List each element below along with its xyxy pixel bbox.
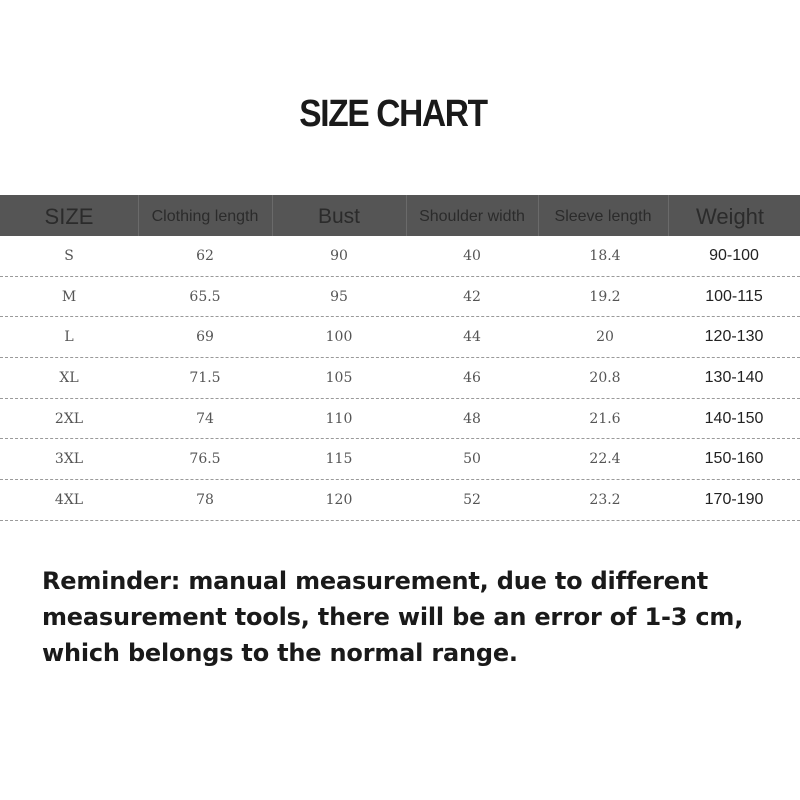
column-header-shoulder-width: Shoulder width (419, 208, 525, 225)
reminder-line: which belongs to the normal range. (42, 639, 518, 667)
clothing-length-cell: 62 (196, 248, 214, 264)
weight-cell: 100-115 (705, 287, 763, 305)
size-chart-table (0, 195, 800, 521)
sleeve-length-cell: 22.4 (589, 451, 621, 468)
header-divider (406, 195, 407, 236)
bust-cell: 95 (330, 288, 348, 305)
shoulder-width-cell: 46 (463, 370, 481, 387)
sleeve-length-cell: 23.2 (589, 492, 621, 509)
table-row (0, 277, 800, 318)
weight-cell: 170-190 (704, 491, 764, 509)
table-row (0, 358, 800, 399)
weight-cell: 140-150 (704, 409, 764, 427)
table-header-row (0, 195, 800, 236)
table-row (0, 399, 800, 440)
clothing-length-cell: 74 (196, 410, 214, 427)
sleeve-length-cell: 18.4 (589, 248, 621, 264)
reminder-line: measurement tools, there will be an error of 1-3 cm, (42, 603, 744, 631)
clothing-length-cell: 69 (196, 329, 214, 346)
size-cell: 2XL (54, 410, 84, 427)
weight-cell: 130-140 (704, 369, 764, 387)
size-cell: XL (59, 370, 79, 387)
shoulder-width-cell: 42 (463, 288, 481, 305)
weight-cell: 150-160 (704, 450, 764, 468)
size-cell: M (61, 288, 77, 305)
header-divider (138, 195, 139, 236)
page-title: SIZE CHART (299, 93, 487, 135)
shoulder-width-cell: 40 (463, 248, 481, 264)
column-header-sleeve-length: Sleeve length (554, 208, 652, 225)
bust-cell: 90 (330, 248, 348, 264)
size-cell: 3XL (54, 451, 84, 468)
bust-cell: 120 (325, 492, 353, 509)
header-divider (668, 195, 669, 236)
header-divider (272, 195, 273, 236)
column-header-bust: Bust (317, 205, 361, 228)
table-row (0, 480, 800, 521)
table-row (0, 317, 800, 358)
size-cell: L (64, 329, 74, 346)
shoulder-width-cell: 52 (463, 492, 481, 509)
measurement-reminder (42, 563, 792, 671)
bust-cell: 100 (325, 329, 353, 346)
bust-cell: 115 (325, 451, 353, 468)
sleeve-length-cell: 20 (596, 329, 614, 346)
header-divider (538, 195, 539, 236)
shoulder-width-cell: 44 (463, 329, 481, 346)
column-header-size: SIZE (44, 204, 94, 229)
reminder-line: Reminder: manual measurement, due to different (42, 567, 709, 595)
bust-cell: 110 (325, 410, 353, 427)
clothing-length-cell: 65.5 (189, 288, 221, 305)
bust-cell: 105 (325, 370, 353, 387)
clothing-length-cell: 78 (196, 492, 214, 509)
sleeve-length-cell: 19.2 (589, 288, 621, 305)
column-header-clothing-length: Clothing length (151, 208, 259, 225)
clothing-length-cell: 76.5 (189, 451, 221, 468)
weight-cell: 120-130 (704, 328, 764, 346)
size-cell: 4XL (54, 492, 84, 509)
shoulder-width-cell: 50 (463, 451, 481, 468)
table-row (0, 236, 800, 277)
table-row (0, 439, 800, 480)
size-cell: S (64, 248, 74, 264)
column-header-weight: Weight (695, 204, 765, 229)
clothing-length-cell: 71.5 (189, 370, 221, 387)
sleeve-length-cell: 20.8 (589, 370, 621, 387)
sleeve-length-cell: 21.6 (589, 410, 621, 427)
weight-cell: 90-100 (709, 247, 759, 264)
shoulder-width-cell: 48 (463, 410, 481, 427)
